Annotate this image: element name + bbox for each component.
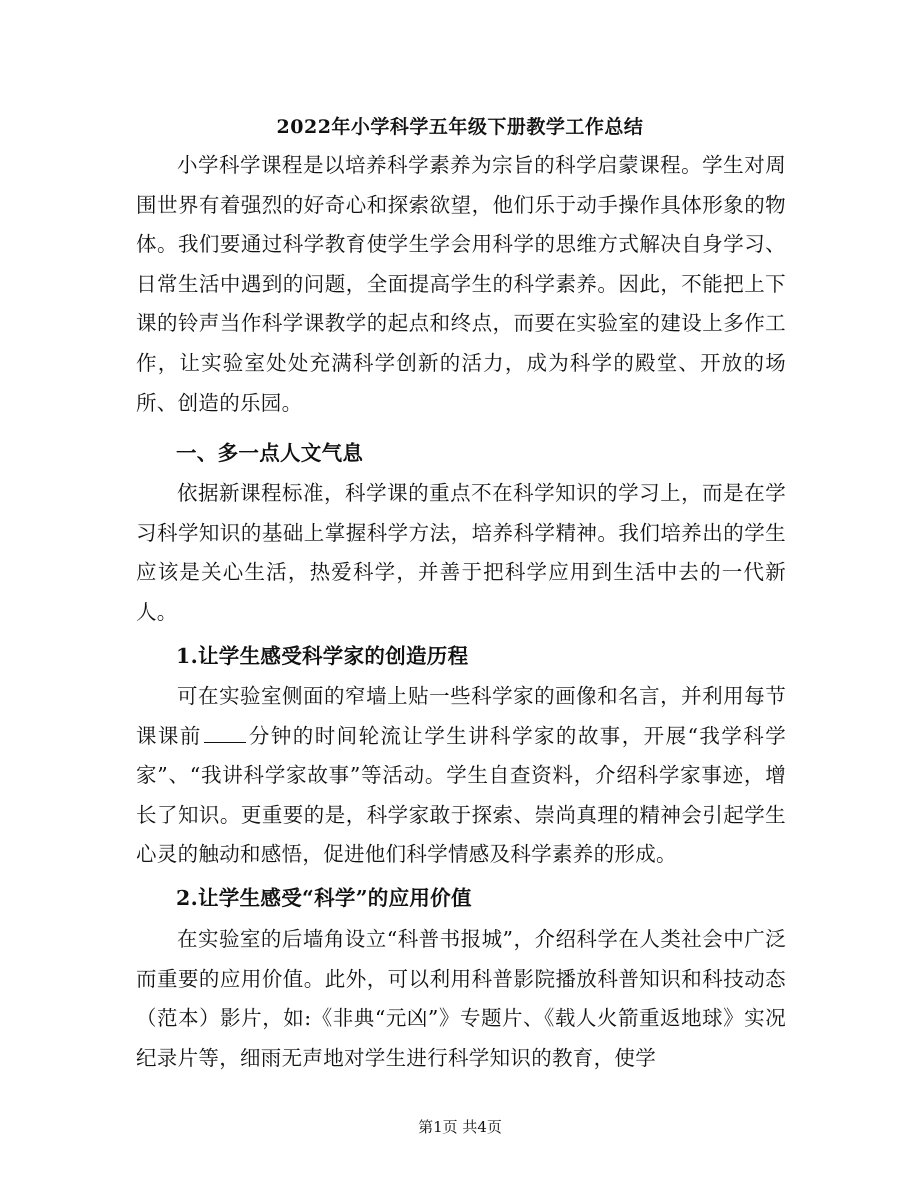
section-1-heading: 一、多一点人文气息 [176,441,364,465]
subsection-1-text-before-blank: 可在实验室侧面的窄墙上贴一些科学家的画像和名言，并利用每节课课前 [136,684,786,748]
section-1-paragraph: 依据新课程标准，科学课的重点不在科学知识的学习上，而是在学习科学知识的基础上掌握科学方法，培养科学精神。我们培养出的学生应该是关心生活，热爱科学，并善于把科学应用到生活中去的一代新人。 [136,481,786,624]
subsection-2-paragraph: 在实验室的后墙角设立“科普书报城”，介绍科学在人类社会中广泛而重要的应用价值。此外，可以利用科普影院播放科普知识和科技动态（范本）影片，如:《非典“元凶”》专题片、《载人火箭重返地球》实况纪录片等，细雨无声地对学生进行科学知识的教育，使学 [136,927,786,1070]
document-title: 2022年小学科学五年级下册教学工作总结 [276,116,644,138]
page-number-footer: 第1页 共4页 [418,1118,502,1136]
subsection-2-heading: 2.让学生感受“科学”的应用价值 [176,886,472,910]
subsection-1-heading: 1.让学生感受科学家的创造历程 [176,644,469,668]
fill-in-blank [204,723,246,742]
subsection-1-paragraph [136,677,786,875]
intro-paragraph: 小学科学课程是以培养科学素养为宗旨的科学启蒙课程。学生对周围世界有着强烈的好奇心和探索欲望，他们乐于动手操作具体形象的物体。我们要通过科学教育使学生学会用科学的思维方式解决自身学习、日常生活中遇到的问题，全面提高学生的科学素养。因此，不能把上下课的铃声当作科学课教学的起点和终点，而要在实验室的建设上多作工作，让实验室处处充满科学创新的活力，成为科学的殿堂、开放的场所、创造的乐园。 [136,153,786,415]
subsection-1-text-after-blank: 分钟的时间轮流让学生讲科学家的故事，开展“我学科学家”、“我讲科学家故事”等活动。学生自查资料，介绍科学家事迹，增长了知识。更重要的是，科学家敢于探索、崇尚真理的精神会引起学生心灵的触动和感悟，促进他们科学情感及科学素养的形成。 [136,723,786,867]
